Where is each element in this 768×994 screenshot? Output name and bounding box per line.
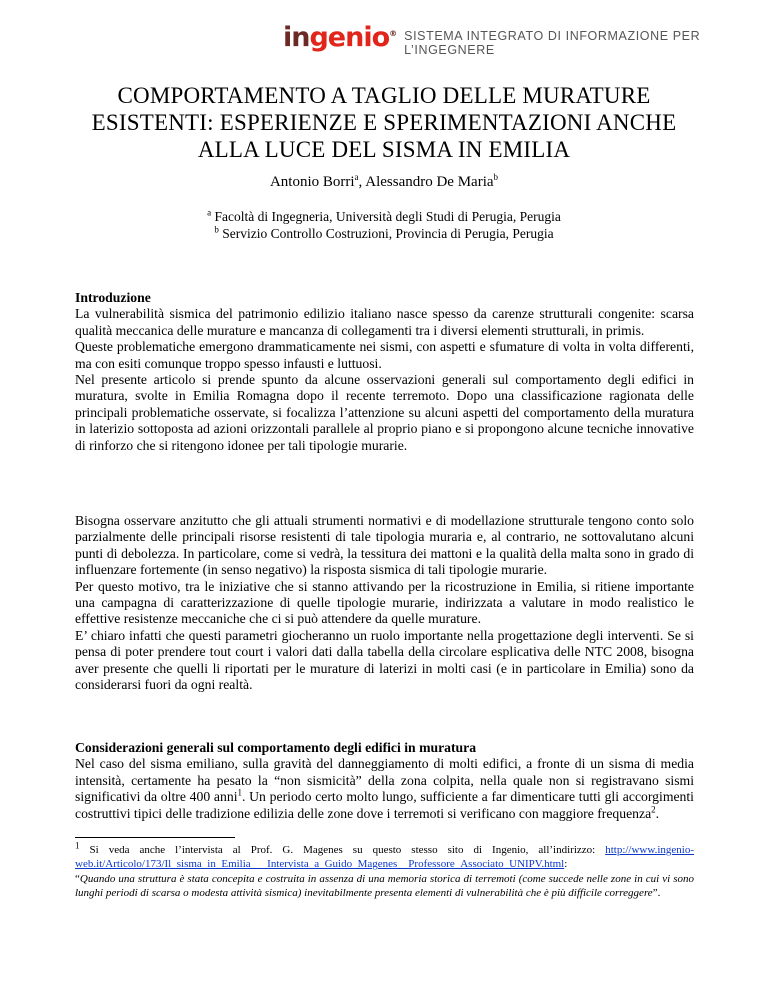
affiliations xyxy=(0,209,768,242)
section-heading: Considerazioni generali sul comportamento degli edifici in muratura xyxy=(75,740,477,755)
site-header xyxy=(283,22,768,63)
intro-section-continued xyxy=(75,513,694,693)
paragraph: E’ chiaro infatti che questi parametri giocheranno un ruolo importante nella progettazione degli interventi. Se si pensa di poter prendere tout court i valori dati dalla tabella della circolare esplicativa delle NTC 2008, bisogna aver presente che quelli li riportati per le murature di laterizi in molti casi (e in particolare in Emilia) sono da considerarsi fuori da ogni realtà. xyxy=(75,627,694,693)
author-line: Antonio Borri$^a$, Alessandro De Maria$^b$ xyxy=(269,172,499,190)
paragraph: La vulnerabilità sismica del patrimonio edilizio italiano nasce spesso da carenze strutturali congenite: scarsa qualità meccanica delle murature e mancanza di collegamenti tra i diversi elementi strutturali, in primis. xyxy=(75,306,694,338)
section-heading: Introduzione xyxy=(75,290,151,305)
footnote-ref[interactable]: 1 xyxy=(237,787,242,798)
footnote-divider xyxy=(75,837,235,838)
site-tagline: SISTEMA INTEGRATO DI INFORMAZIONE PER L’INGEGNERE xyxy=(404,29,701,57)
footnote-link[interactable]: http://www.ingenio-web.it/Articolo/173/Il_sisma_in_Emilia___Intervista_a_Guido_Magenes__Professore_Associato_UNIPV.html xyxy=(75,844,695,871)
author-name: Alessandro De Maria xyxy=(365,174,494,190)
paragraph: Nel caso del sisma emiliano, sulla gravità del danneggiamento di molti edifici, a fronte di un sisma di media intensità, certamente ha pesato la “non sismicità” della zona colpita, nella quale non si registravano sismi significativi da oltre 400 anni$^1$. Un periodo certo molto lungo, sufficiente a far dimenticare tutti gli accorgimenti costruttivi tipici delle tradizione edilizia delle zone dove i terremoti si verificano con maggiore frequenza$^2$. xyxy=(75,756,694,821)
article-title: COMPORTAMENTO A TAGLIO DELLE MURATURE ESISTENTI: ESPERIENZE E SPERIMENTAZIONI ANCHE ALLA LUCE DEL SISMA IN EMILIA xyxy=(91,83,677,162)
paragraph: Bisogna osservare anzitutto che gli attuali strumenti normativi e di modellazione strutturale tengono conto solo parzialmente delle principali risorse resistenti di tale tipologia muraria e, al contrario, ne sottovalutano alcuni punti di debolezza. In particolare, come si vedrà, la tessitura dei mattoni e la qualità della malta sono in grado di influenzare fortemente (in senso negativo) la risposta sismica di tali tipologie murarie. xyxy=(75,513,694,578)
paragraph: Queste problematiche emergono drammaticamente nei sismi, con aspetti e sfumature di volta in volta differenti, ma con esiti comunque troppo spesso infausti e luttuosi. xyxy=(75,339,694,371)
affiliation: $^b$ Servizio Controllo Costruzioni, Provincia di Perugia, Perugia xyxy=(214,224,554,241)
footnote-ref[interactable]: 2 xyxy=(651,804,656,815)
footnote-quote: Quando una struttura è stata concepita e costruita in assenza di una memoria storica di terremoti (come succede nelle zone in cui vi sono lunghi periodi di scarsa o modesta attività sismica) inevitabilmente presenta elementi di vulnerabilità che è più difficile correggere xyxy=(75,872,694,899)
paragraph: Per questo motivo, tra le iniziative che si stanno attivando per la ricostruzione in Emilia, si ritiene importante una campagna di caratterizzazione di quelle tipologie murarie, indirizzata a valutare in modo realistico le effettive resistenze meccaniche che ci si può attendere da quelle murature. xyxy=(75,578,694,627)
general-considerations-section xyxy=(75,740,694,822)
intro-section xyxy=(75,290,694,454)
paragraph: Nel presente articolo si prende spunto da alcune osservazioni generali sul comportamento degli edifici in muratura, svolte in Emilia Romagna dopo il recente terremoto. Dopo una classificazione ragionata delle principali problematiche osservate, si focalizza l’attenzione su alcuni aspetti del comportamento della muratura in laterizio sottoposta ad azioni orizzontali parallele al proprio piano e si propongono alcune tecniche innovative di rinforzo che si ritengono idonee per tali tipologie murarie. xyxy=(75,372,694,453)
author-name: Antonio Borri xyxy=(269,174,355,190)
ingenio-logo[interactable]: ingenio® xyxy=(283,22,397,53)
affiliation: $^a$ Facoltà di Ingegneria, Università degli Studi di Perugia, Perugia xyxy=(207,207,561,224)
footnote: $^1$ Si veda anche l’intervista al Prof. G. Magenes su questo stesso sito di Ingenio, all’indirizzo: http://www.ingenio-web.it/Articolo/173/Il_sisma_in_Emilia___Intervista_a_Guido_Magenes__Professore_Associato_UNIPV.html: “Quando una struttura è stata concepita e costruita in assenza di una memoria storica di terremoti (come succede nelle zone in cui vi sono lunghi periodi di scarsa o modesta attività sismica) inevitabilmente presenta elementi di vulnerabilità che è più difficile correggere”. xyxy=(75,840,695,899)
